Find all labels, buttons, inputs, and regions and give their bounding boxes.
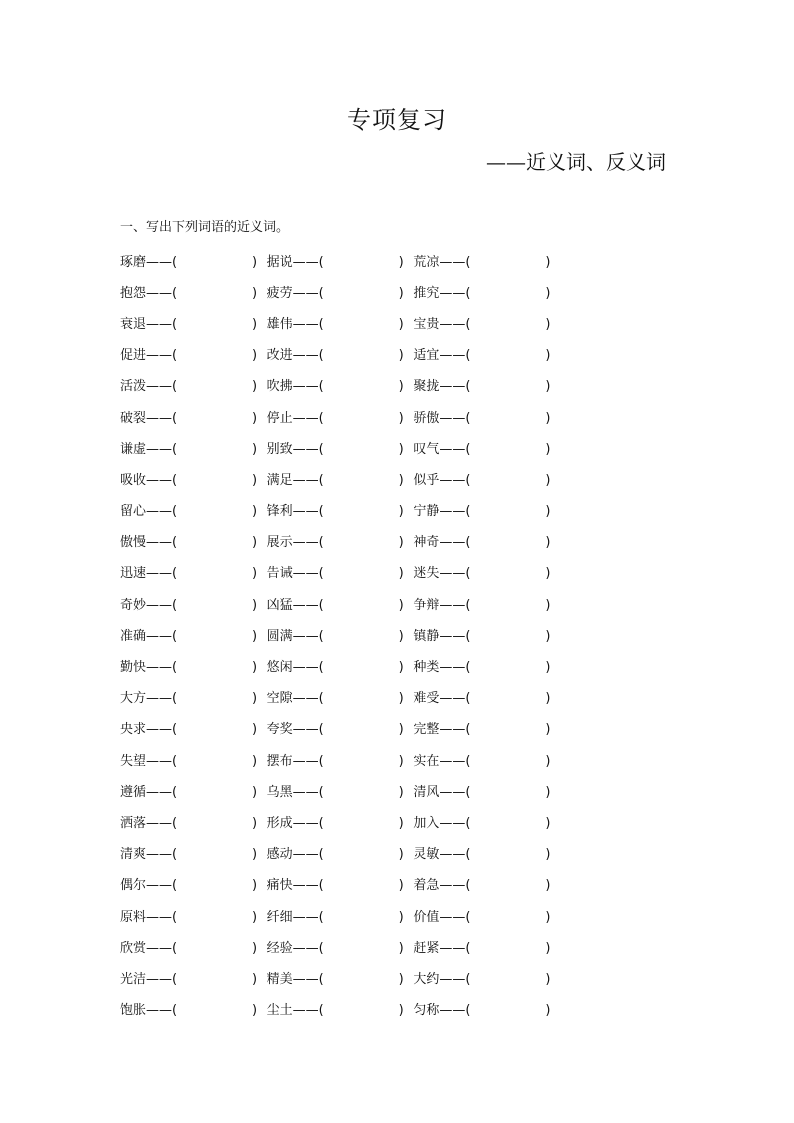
answer-close-paren: ) [398, 566, 404, 582]
answer-close-paren: ) [398, 940, 404, 956]
answer-close-paren: ) [398, 441, 404, 457]
word-prompt: 停止——( [266, 410, 324, 426]
answer-close-paren: ) [252, 784, 258, 800]
page-title: 专项复习 [347, 106, 447, 134]
exercise-row [120, 684, 560, 715]
word-prompt: 感动——( [266, 847, 324, 863]
word-prompt: 据说——( [266, 254, 324, 270]
answer-close-paren: ) [252, 441, 258, 457]
exercise-row [120, 996, 560, 1027]
exercise-item [267, 533, 414, 553]
word-prompt: 推究——( [413, 285, 471, 301]
answer-close-paren: ) [545, 940, 551, 956]
answer-close-paren: ) [252, 628, 258, 644]
answer-close-paren: ) [252, 316, 258, 332]
answer-close-paren: ) [545, 316, 551, 332]
word-prompt: 经验——( [266, 940, 324, 956]
exercise-item [120, 845, 267, 865]
answer-close-paren: ) [252, 1003, 258, 1019]
answer-close-paren: ) [252, 379, 258, 395]
word-prompt: 叹气——( [413, 441, 471, 457]
word-prompt: 悠闲——( [266, 660, 324, 676]
word-prompt: 奇妙——( [120, 597, 178, 613]
answer-close-paren: ) [545, 660, 551, 676]
exercise-row [120, 403, 560, 434]
word-prompt: 宝贵——( [413, 316, 471, 332]
answer-close-paren: ) [252, 722, 258, 738]
word-prompt: 精美——( [266, 971, 324, 987]
exercise-item [267, 814, 414, 834]
answer-close-paren: ) [545, 691, 551, 707]
answer-close-paren: ) [398, 722, 404, 738]
exercise-item [413, 1001, 560, 1021]
answer-close-paren: ) [252, 753, 258, 769]
exercise-item [413, 284, 560, 304]
answer-close-paren: ) [545, 535, 551, 551]
answer-close-paren: ) [398, 316, 404, 332]
answer-close-paren: ) [398, 254, 404, 270]
word-prompt: 灵敏——( [413, 847, 471, 863]
word-prompt: 锋利——( [266, 504, 324, 520]
answer-close-paren: ) [252, 660, 258, 676]
word-prompt: 赶紧——( [413, 940, 471, 956]
exercise-item [413, 689, 560, 709]
exercise-row [120, 808, 560, 839]
word-prompt: 傲慢——( [120, 535, 178, 551]
exercise-item [267, 752, 414, 772]
exercise-row [120, 715, 560, 746]
word-prompt: 促进——( [120, 348, 178, 364]
word-prompt: 央求——( [120, 722, 178, 738]
word-prompt: 种类——( [413, 660, 471, 676]
answer-close-paren: ) [545, 815, 551, 831]
exercise-item [267, 471, 414, 491]
word-prompt: 清风——( [413, 784, 471, 800]
answer-close-paren: ) [252, 254, 258, 270]
answer-close-paren: ) [398, 379, 404, 395]
exercise-item [267, 596, 414, 616]
exercise-row [120, 746, 560, 777]
section-heading: 一、写出下列词语的近义词。 [120, 220, 290, 235]
word-prompt: 衰退——( [120, 316, 178, 332]
exercise-item [267, 315, 414, 335]
word-prompt: 琢磨——( [120, 254, 178, 270]
word-prompt: 准确——( [120, 628, 178, 644]
word-prompt: 迷失——( [413, 566, 471, 582]
word-prompt: 失望——( [120, 753, 178, 769]
exercise-item [120, 876, 267, 896]
exercise-row [120, 871, 560, 902]
exercise-item [413, 315, 560, 335]
word-prompt: 改进——( [266, 348, 324, 364]
answer-close-paren: ) [398, 285, 404, 301]
exercise-item [413, 471, 560, 491]
word-prompt: 难受——( [413, 691, 471, 707]
answer-close-paren: ) [252, 971, 258, 987]
word-prompt: 镇静——( [413, 628, 471, 644]
word-prompt: 价值——( [413, 909, 471, 925]
answer-close-paren: ) [398, 660, 404, 676]
exercise-item [120, 720, 267, 740]
exercise-row [120, 933, 560, 964]
exercise-item [120, 284, 267, 304]
word-prompt: 凶猛——( [266, 597, 324, 613]
word-prompt: 展示——( [266, 535, 324, 551]
exercise-row [120, 341, 560, 372]
exercise-row [120, 652, 560, 683]
exercise-item [120, 689, 267, 709]
exercise-item [413, 533, 560, 553]
word-prompt: 纤细——( [266, 909, 324, 925]
exercise-item [413, 377, 560, 397]
exercise-item [267, 346, 414, 366]
word-prompt: 迅速——( [120, 566, 178, 582]
word-prompt: 适宜——( [413, 348, 471, 364]
answer-close-paren: ) [252, 597, 258, 613]
answer-close-paren: ) [252, 410, 258, 426]
answer-close-paren: ) [398, 597, 404, 613]
word-prompt: 吸收——( [120, 472, 178, 488]
exercise-item [267, 502, 414, 522]
exercise-item [413, 939, 560, 959]
answer-close-paren: ) [398, 971, 404, 987]
exercise-item [267, 409, 414, 429]
exercise-item [120, 970, 267, 990]
word-prompt: 尘土——( [266, 1003, 324, 1019]
answer-close-paren: ) [545, 909, 551, 925]
word-prompt: 抱怨——( [120, 285, 178, 301]
word-prompt: 雄伟——( [266, 316, 324, 332]
word-prompt: 匀称——( [413, 1003, 471, 1019]
exercise-item [413, 346, 560, 366]
answer-close-paren: ) [545, 1003, 551, 1019]
word-prompt: 满足——( [266, 472, 324, 488]
exercise-item [267, 1001, 414, 1021]
exercise-item [120, 377, 267, 397]
answer-close-paren: ) [545, 597, 551, 613]
word-prompt: 破裂——( [120, 410, 178, 426]
answer-close-paren: ) [545, 971, 551, 987]
answer-close-paren: ) [545, 847, 551, 863]
exercise-item [267, 970, 414, 990]
exercise-item [413, 752, 560, 772]
word-prompt: 荒凉——( [413, 254, 471, 270]
exercise-item [267, 658, 414, 678]
word-prompt: 遵循——( [120, 784, 178, 800]
exercise-row [120, 902, 560, 933]
answer-close-paren: ) [545, 379, 551, 395]
word-prompt: 争辩——( [413, 597, 471, 613]
exercise-item [413, 253, 560, 273]
answer-close-paren: ) [398, 504, 404, 520]
exercise-item [413, 564, 560, 584]
word-prompt: 原料——( [120, 909, 178, 925]
answer-close-paren: ) [252, 691, 258, 707]
answer-close-paren: ) [398, 784, 404, 800]
answer-close-paren: ) [398, 348, 404, 364]
exercise-item [267, 440, 414, 460]
exercise-row [120, 278, 560, 309]
word-prompt: 形成——( [266, 815, 324, 831]
synonym-exercise-grid [120, 247, 560, 1027]
exercise-item [120, 471, 267, 491]
exercise-item [120, 533, 267, 553]
word-prompt: 疲劳——( [266, 285, 324, 301]
exercise-item [267, 783, 414, 803]
exercise-item [120, 814, 267, 834]
exercise-item [413, 908, 560, 928]
answer-close-paren: ) [545, 566, 551, 582]
exercise-row [120, 309, 560, 340]
exercise-row [120, 590, 560, 621]
answer-close-paren: ) [398, 1003, 404, 1019]
word-prompt: 圆满——( [266, 628, 324, 644]
word-prompt: 骄傲——( [413, 410, 471, 426]
exercise-item [267, 939, 414, 959]
answer-close-paren: ) [252, 285, 258, 301]
exercise-item [413, 658, 560, 678]
word-prompt: 加入——( [413, 815, 471, 831]
answer-close-paren: ) [252, 815, 258, 831]
answer-close-paren: ) [252, 909, 258, 925]
answer-close-paren: ) [545, 878, 551, 894]
answer-close-paren: ) [545, 504, 551, 520]
word-prompt: 乌黑——( [266, 784, 324, 800]
word-prompt: 痛快——( [266, 878, 324, 894]
exercise-item [267, 627, 414, 647]
answer-close-paren: ) [252, 940, 258, 956]
answer-close-paren: ) [545, 472, 551, 488]
word-prompt: 摆布——( [266, 753, 324, 769]
word-prompt: 光洁——( [120, 971, 178, 987]
exercise-row [120, 559, 560, 590]
exercise-item [120, 658, 267, 678]
exercise-item [413, 970, 560, 990]
exercise-row [120, 465, 560, 496]
word-prompt: 神奇——( [413, 535, 471, 551]
word-prompt: 饱胀——( [120, 1003, 178, 1019]
page-subtitle: ——近义词、反义词 [486, 150, 666, 174]
exercise-item [120, 752, 267, 772]
exercise-item [413, 876, 560, 896]
answer-close-paren: ) [252, 878, 258, 894]
exercise-item [120, 315, 267, 335]
exercise-item [413, 845, 560, 865]
word-prompt: 清爽——( [120, 847, 178, 863]
exercise-item [120, 346, 267, 366]
answer-close-paren: ) [398, 753, 404, 769]
exercise-item [120, 440, 267, 460]
answer-close-paren: ) [252, 566, 258, 582]
exercise-row [120, 621, 560, 652]
answer-close-paren: ) [252, 535, 258, 551]
answer-close-paren: ) [545, 285, 551, 301]
word-prompt: 谦虚——( [120, 441, 178, 457]
answer-close-paren: ) [545, 784, 551, 800]
word-prompt: 实在——( [413, 753, 471, 769]
answer-close-paren: ) [252, 348, 258, 364]
word-prompt: 留心——( [120, 504, 178, 520]
exercise-row [120, 372, 560, 403]
exercise-item [413, 409, 560, 429]
exercise-row [120, 528, 560, 559]
word-prompt: 勤快——( [120, 660, 178, 676]
word-prompt: 洒落——( [120, 815, 178, 831]
exercise-item [267, 689, 414, 709]
word-prompt: 宁静——( [413, 504, 471, 520]
word-prompt: 似乎——( [413, 472, 471, 488]
answer-close-paren: ) [398, 472, 404, 488]
word-prompt: 告诫——( [266, 566, 324, 582]
answer-close-paren: ) [252, 472, 258, 488]
word-prompt: 完整——( [413, 722, 471, 738]
exercise-item [120, 1001, 267, 1021]
word-prompt: 聚拢——( [413, 379, 471, 395]
answer-close-paren: ) [398, 535, 404, 551]
exercise-item [267, 908, 414, 928]
exercise-item [267, 845, 414, 865]
exercise-row [120, 777, 560, 808]
answer-close-paren: ) [545, 348, 551, 364]
exercise-item [267, 564, 414, 584]
word-prompt: 大方——( [120, 691, 178, 707]
exercise-item [120, 253, 267, 273]
word-prompt: 吹拂——( [266, 379, 324, 395]
exercise-item [120, 939, 267, 959]
answer-close-paren: ) [252, 847, 258, 863]
answer-close-paren: ) [252, 504, 258, 520]
exercise-item [267, 720, 414, 740]
exercise-item [120, 564, 267, 584]
answer-close-paren: ) [398, 878, 404, 894]
word-prompt: 欣赏——( [120, 940, 178, 956]
exercise-row [120, 964, 560, 995]
answer-close-paren: ) [398, 847, 404, 863]
exercise-item [413, 720, 560, 740]
exercise-item [413, 596, 560, 616]
exercise-item [267, 876, 414, 896]
answer-close-paren: ) [398, 628, 404, 644]
exercise-item [267, 284, 414, 304]
answer-close-paren: ) [545, 628, 551, 644]
answer-close-paren: ) [398, 410, 404, 426]
exercise-row [120, 840, 560, 871]
exercise-row [120, 434, 560, 465]
exercise-item [413, 814, 560, 834]
word-prompt: 活泼——( [120, 379, 178, 395]
answer-close-paren: ) [398, 815, 404, 831]
exercise-item [120, 502, 267, 522]
word-prompt: 偶尔——( [120, 878, 178, 894]
answer-close-paren: ) [545, 410, 551, 426]
word-prompt: 大约——( [413, 971, 471, 987]
answer-close-paren: ) [398, 909, 404, 925]
word-prompt: 空隙——( [266, 691, 324, 707]
exercise-item [267, 253, 414, 273]
answer-close-paren: ) [545, 254, 551, 270]
answer-close-paren: ) [398, 691, 404, 707]
exercise-item [413, 627, 560, 647]
exercise-item [120, 596, 267, 616]
answer-close-paren: ) [545, 441, 551, 457]
exercise-item [120, 783, 267, 803]
exercise-item [413, 440, 560, 460]
exercise-item [413, 783, 560, 803]
answer-close-paren: ) [545, 722, 551, 738]
exercise-item [120, 908, 267, 928]
exercise-item [413, 502, 560, 522]
exercise-item [120, 409, 267, 429]
exercise-item [267, 377, 414, 397]
word-prompt: 着急——( [413, 878, 471, 894]
answer-close-paren: ) [545, 753, 551, 769]
exercise-item [120, 627, 267, 647]
exercise-row [120, 247, 560, 278]
word-prompt: 夸奖——( [266, 722, 324, 738]
exercise-row [120, 497, 560, 528]
word-prompt: 别致——( [266, 441, 324, 457]
